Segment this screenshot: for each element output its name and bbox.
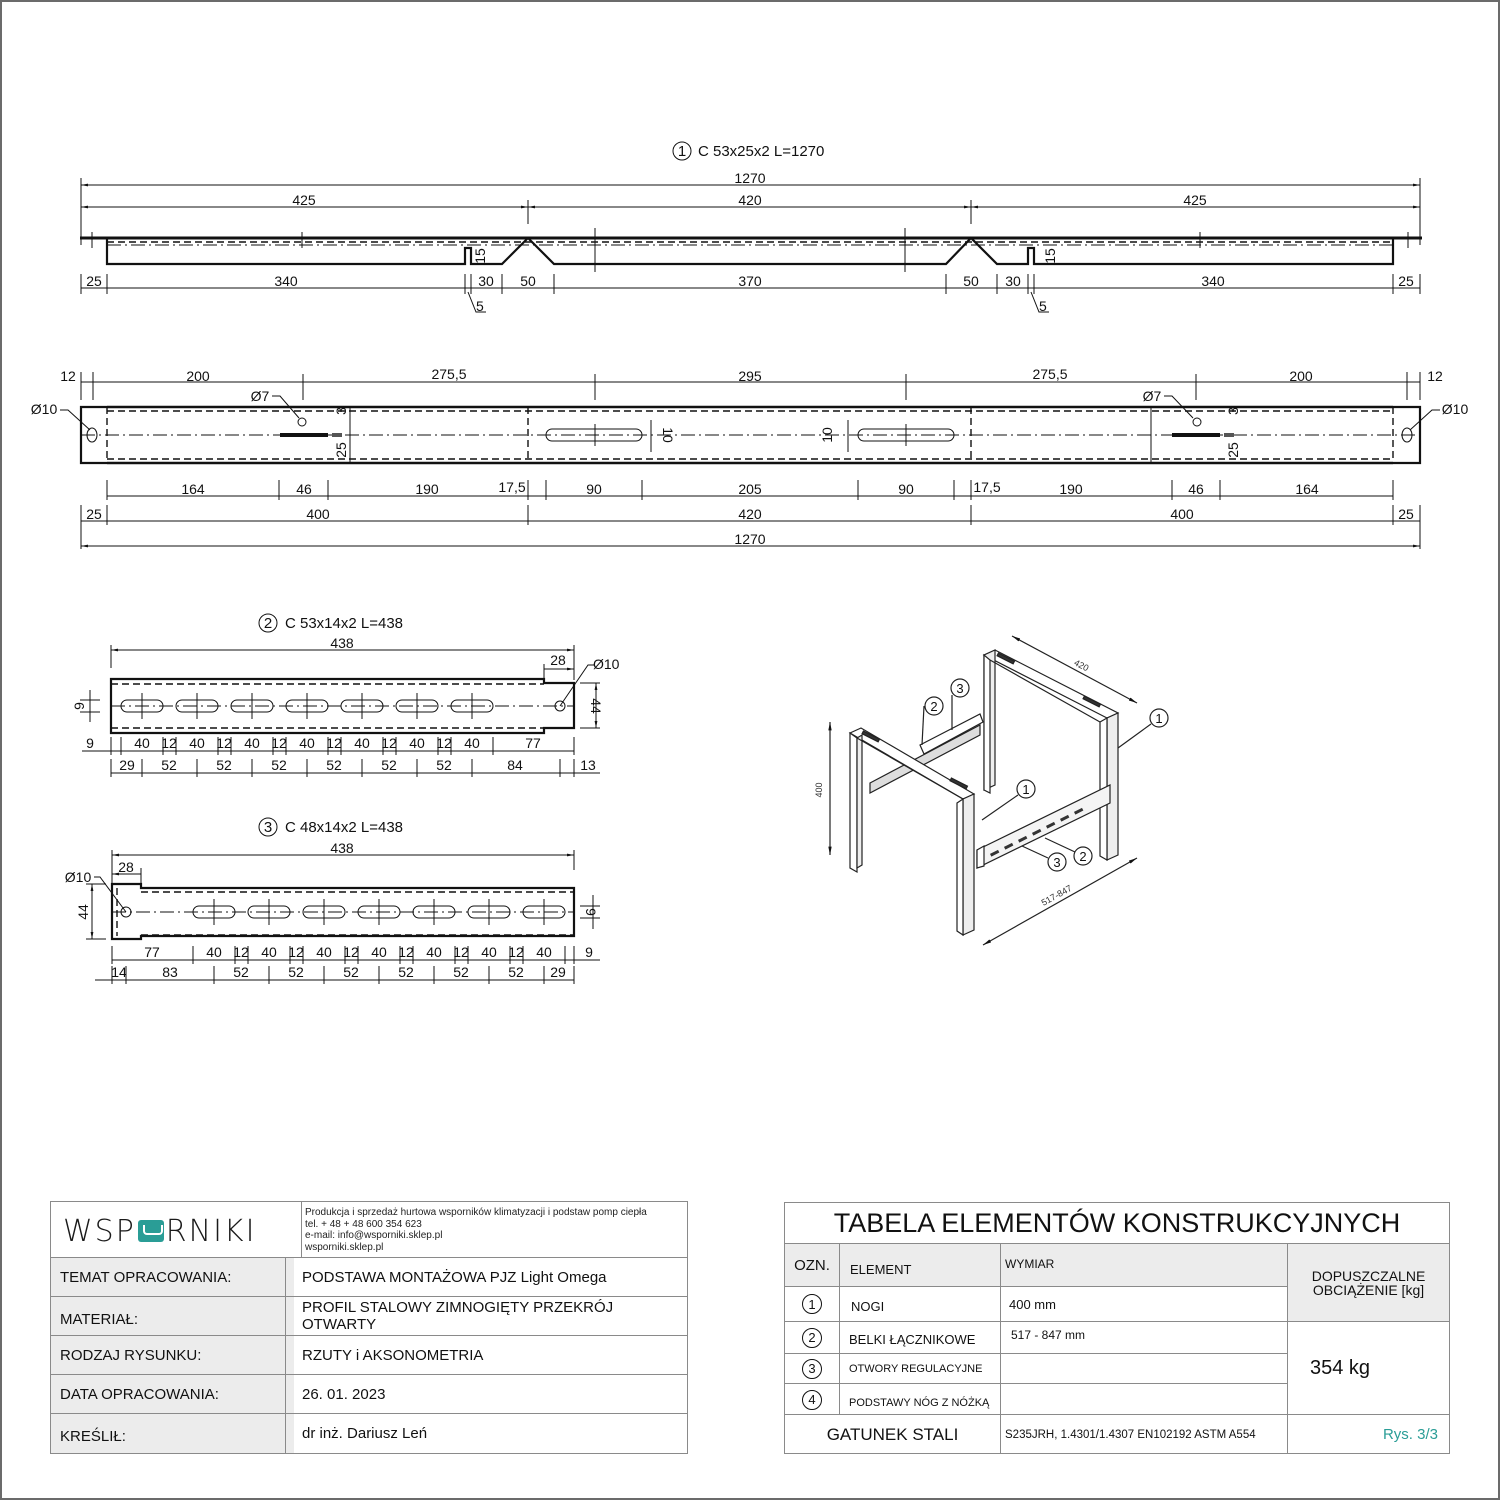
- svg-text:295: 295: [738, 368, 762, 384]
- part1-side-view: [80, 170, 1422, 314]
- svg-text:1: 1: [1022, 782, 1030, 797]
- svg-text:370: 370: [738, 273, 762, 289]
- dimension-label: 40: [189, 735, 205, 751]
- svg-text:30: 30: [478, 273, 494, 289]
- dimension-label: 12: [161, 735, 177, 751]
- svg-text:25: 25: [1398, 506, 1414, 522]
- svg-text:190: 190: [1059, 481, 1083, 497]
- dimension-label: 40: [536, 944, 552, 960]
- row-date: DATA OPRACOWANIA: 26. 01. 2023: [51, 1374, 687, 1413]
- dimension-label: 12: [288, 944, 304, 960]
- svg-text:25: 25: [1398, 273, 1414, 289]
- dimension-label: 40: [426, 944, 442, 960]
- svg-text:Ø7: Ø7: [1142, 388, 1162, 404]
- table-title: TABELA ELEMENTÓW KONSTRUKCYJNYCH: [833, 1207, 1401, 1238]
- dimension-label: 52: [453, 964, 469, 980]
- part-marker: 1: [677, 143, 687, 160]
- dimension-label: 12: [326, 735, 342, 751]
- svg-text:2: 2: [263, 615, 273, 632]
- svg-text:420: 420: [1072, 657, 1091, 674]
- dimension-label: 12: [343, 944, 359, 960]
- svg-text:340: 340: [274, 273, 298, 289]
- svg-text:420: 420: [738, 506, 762, 522]
- svg-text:50: 50: [963, 273, 979, 289]
- dimension-label: 40: [464, 735, 480, 751]
- dimension-label: 40: [299, 735, 315, 751]
- svg-text:275,5: 275,5: [431, 366, 467, 382]
- dimension-label: 40: [409, 735, 425, 751]
- table-row: 4 PODSTAWY NÓG Z NÓŻKĄ: [785, 1383, 1287, 1415]
- part1-title: [673, 142, 824, 160]
- part3-view: [65, 818, 600, 984]
- svg-text:Ø10: Ø10: [1441, 401, 1469, 417]
- table-header: OZN. ELEMENT WYMIAR: [785, 1243, 1287, 1286]
- svg-text:Ø7: Ø7: [250, 388, 270, 404]
- svg-text:30: 30: [1005, 273, 1021, 289]
- svg-text:17,5: 17,5: [498, 479, 526, 495]
- dimension-label: 40: [481, 944, 497, 960]
- svg-text:5: 5: [476, 298, 484, 314]
- load-header: DOPUSZCZALNE OBCIĄŻENIE [kg]: [1288, 1243, 1449, 1321]
- dimension-label: 13: [580, 757, 596, 773]
- svg-text:25: 25: [86, 506, 102, 522]
- load-value: 354 kg: [1288, 1321, 1449, 1414]
- svg-text:2: 2: [1079, 849, 1087, 864]
- svg-text:200: 200: [1289, 368, 1313, 384]
- dimension-label: 12: [398, 944, 414, 960]
- svg-text:3: 3: [1053, 855, 1061, 870]
- svg-text:164: 164: [1295, 481, 1319, 497]
- svg-text:50: 50: [520, 273, 536, 289]
- svg-text:C 53x14x2 L=438: C 53x14x2 L=438: [285, 615, 404, 632]
- svg-text:2: 2: [930, 699, 938, 714]
- svg-text:12: 12: [60, 368, 76, 384]
- svg-text:200: 200: [186, 368, 210, 384]
- svg-text:90: 90: [898, 481, 914, 497]
- dimension-label: 14: [111, 964, 127, 980]
- svg-text:5: 5: [1039, 298, 1047, 314]
- svg-text:420: 420: [738, 192, 762, 208]
- elements-table: [784, 1202, 1450, 1454]
- svg-text:438: 438: [330, 635, 354, 651]
- svg-text:400: 400: [306, 506, 330, 522]
- svg-text:275,5: 275,5: [1032, 366, 1068, 382]
- dimension-label: 40: [316, 944, 332, 960]
- svg-text:46: 46: [296, 481, 312, 497]
- dimension-label: 29: [550, 964, 566, 980]
- svg-text:10: 10: [660, 427, 676, 443]
- svg-text:400: 400: [1170, 506, 1194, 522]
- svg-text:44: 44: [75, 904, 91, 920]
- dimension-label: 12: [233, 944, 249, 960]
- svg-text:9: 9: [71, 702, 87, 710]
- table-row: 3 OTWORY REGULACYJNE: [785, 1353, 1287, 1383]
- svg-text:25: 25: [333, 442, 349, 458]
- isometric-view: [814, 636, 1168, 945]
- dimension-label: 40: [261, 944, 277, 960]
- svg-text:205: 205: [738, 481, 762, 497]
- svg-text:15: 15: [472, 248, 488, 264]
- svg-text:3: 3: [263, 819, 273, 836]
- dimension-label: 52: [326, 757, 342, 773]
- svg-text:1: 1: [1155, 711, 1163, 726]
- dimension-label: 83: [162, 964, 178, 980]
- svg-text:164: 164: [181, 481, 205, 497]
- dimension-label: 52: [161, 757, 177, 773]
- svg-text:190: 190: [415, 481, 439, 497]
- svg-text:Ø10: Ø10: [593, 656, 620, 672]
- dimension-label: 12: [508, 944, 524, 960]
- dimension-label: 12: [453, 944, 469, 960]
- dimension-label: 52: [216, 757, 232, 773]
- dimension-label: 52: [508, 964, 524, 980]
- sheet-number: Rys. 3/3: [1382, 1426, 1438, 1443]
- dimension-label: 52: [381, 757, 397, 773]
- svg-text:28: 28: [118, 859, 134, 875]
- dimension-label: 9: [86, 735, 94, 751]
- svg-text:44: 44: [588, 698, 604, 714]
- table-row: 1 NOGI 400 mm: [785, 1286, 1287, 1321]
- part1-top-view: [31, 366, 1469, 549]
- dim-overall: 1270: [734, 170, 766, 186]
- dimension-label: 12: [381, 735, 397, 751]
- svg-text:1270: 1270: [734, 531, 766, 547]
- dimension-label: 12: [271, 735, 287, 751]
- dimension-label: 52: [233, 964, 249, 980]
- svg-text:Ø10: Ø10: [64, 869, 92, 885]
- svg-text:17,5: 17,5: [973, 479, 1001, 495]
- table-row: 2 BELKI ŁĄCZNIKOWE 517 - 847 mm: [785, 1321, 1287, 1353]
- row-topic: TEMAT OPRACOWANIA: PODSTAWA MONTAŻOWA PJZ Light Omega: [51, 1257, 687, 1296]
- svg-text:425: 425: [292, 192, 316, 208]
- dimension-label: 84: [507, 757, 523, 773]
- svg-text:10: 10: [819, 427, 835, 443]
- dimension-label: 52: [398, 964, 414, 980]
- svg-text:Ø10: Ø10: [30, 401, 58, 417]
- svg-text:9: 9: [583, 908, 599, 916]
- svg-text:3: 3: [956, 681, 964, 696]
- dimension-label: 40: [134, 735, 150, 751]
- svg-text:340: 340: [1201, 273, 1225, 289]
- svg-text:438: 438: [330, 840, 354, 856]
- dimension-label: 52: [271, 757, 287, 773]
- dimension-label: 40: [244, 735, 260, 751]
- svg-text:15: 15: [1042, 248, 1058, 264]
- dimension-label: 52: [436, 757, 452, 773]
- dimension-label: 9: [585, 944, 593, 960]
- company-info: Produkcja i sprzedaż hurtowa wsporników klimatyzacji i podstaw pomp ciepła tel. + 48 + 48 600 354 623 e-mail: info@wsporniki.sklep.pl wsporniki.sklep.pl: [305, 1207, 647, 1253]
- dimension-label: 12: [436, 735, 452, 751]
- svg-text:C 48x14x2 L=438: C 48x14x2 L=438: [285, 819, 404, 836]
- svg-text:90: 90: [586, 481, 602, 497]
- dimension-label: 40: [371, 944, 387, 960]
- svg-text:46: 46: [1188, 481, 1204, 497]
- dimension-label: 77: [525, 735, 541, 751]
- part2-view: [71, 614, 620, 777]
- svg-text:3: 3: [1225, 407, 1241, 415]
- logo-mark-icon: [138, 1220, 164, 1242]
- svg-text:25: 25: [1225, 442, 1241, 458]
- svg-text:12: 12: [1427, 368, 1443, 384]
- row-drafter: KREŚLIŁ: dr inż. Dariusz Leń: [51, 1413, 687, 1453]
- svg-text:517-847: 517-847: [1039, 882, 1074, 908]
- svg-text:3: 3: [333, 407, 349, 415]
- row-material: MATERIAŁ: PROFIL STALOWY ZIMNOGIĘTY PRZEKRÓJ OTWARTY: [51, 1296, 687, 1335]
- steel-row: GATUNEK STALI S235JRH, 1.4301/1.4307 EN102192 ASTM A554 Rys. 3/3: [785, 1414, 1449, 1454]
- svg-text:25: 25: [86, 273, 102, 289]
- dimension-label: 52: [343, 964, 359, 980]
- title-block: [50, 1201, 688, 1454]
- svg-text:425: 425: [1183, 192, 1207, 208]
- dimension-label: 40: [354, 735, 370, 751]
- dimension-label: 29: [119, 757, 135, 773]
- dimension-label: 52: [288, 964, 304, 980]
- dimension-label: 77: [144, 944, 160, 960]
- part-title: C 53x25x2 L=1270: [698, 143, 825, 160]
- row-drawing-type: RODZAJ RYSUNKU: RZUTY i AKSONOMETRIA: [51, 1335, 687, 1374]
- dimension-label: 40: [206, 944, 222, 960]
- dimension-label: 12: [216, 735, 232, 751]
- svg-text:400: 400: [814, 782, 824, 798]
- company-logo: WSP RNIKI: [63, 1214, 257, 1249]
- svg-text:28: 28: [550, 652, 566, 668]
